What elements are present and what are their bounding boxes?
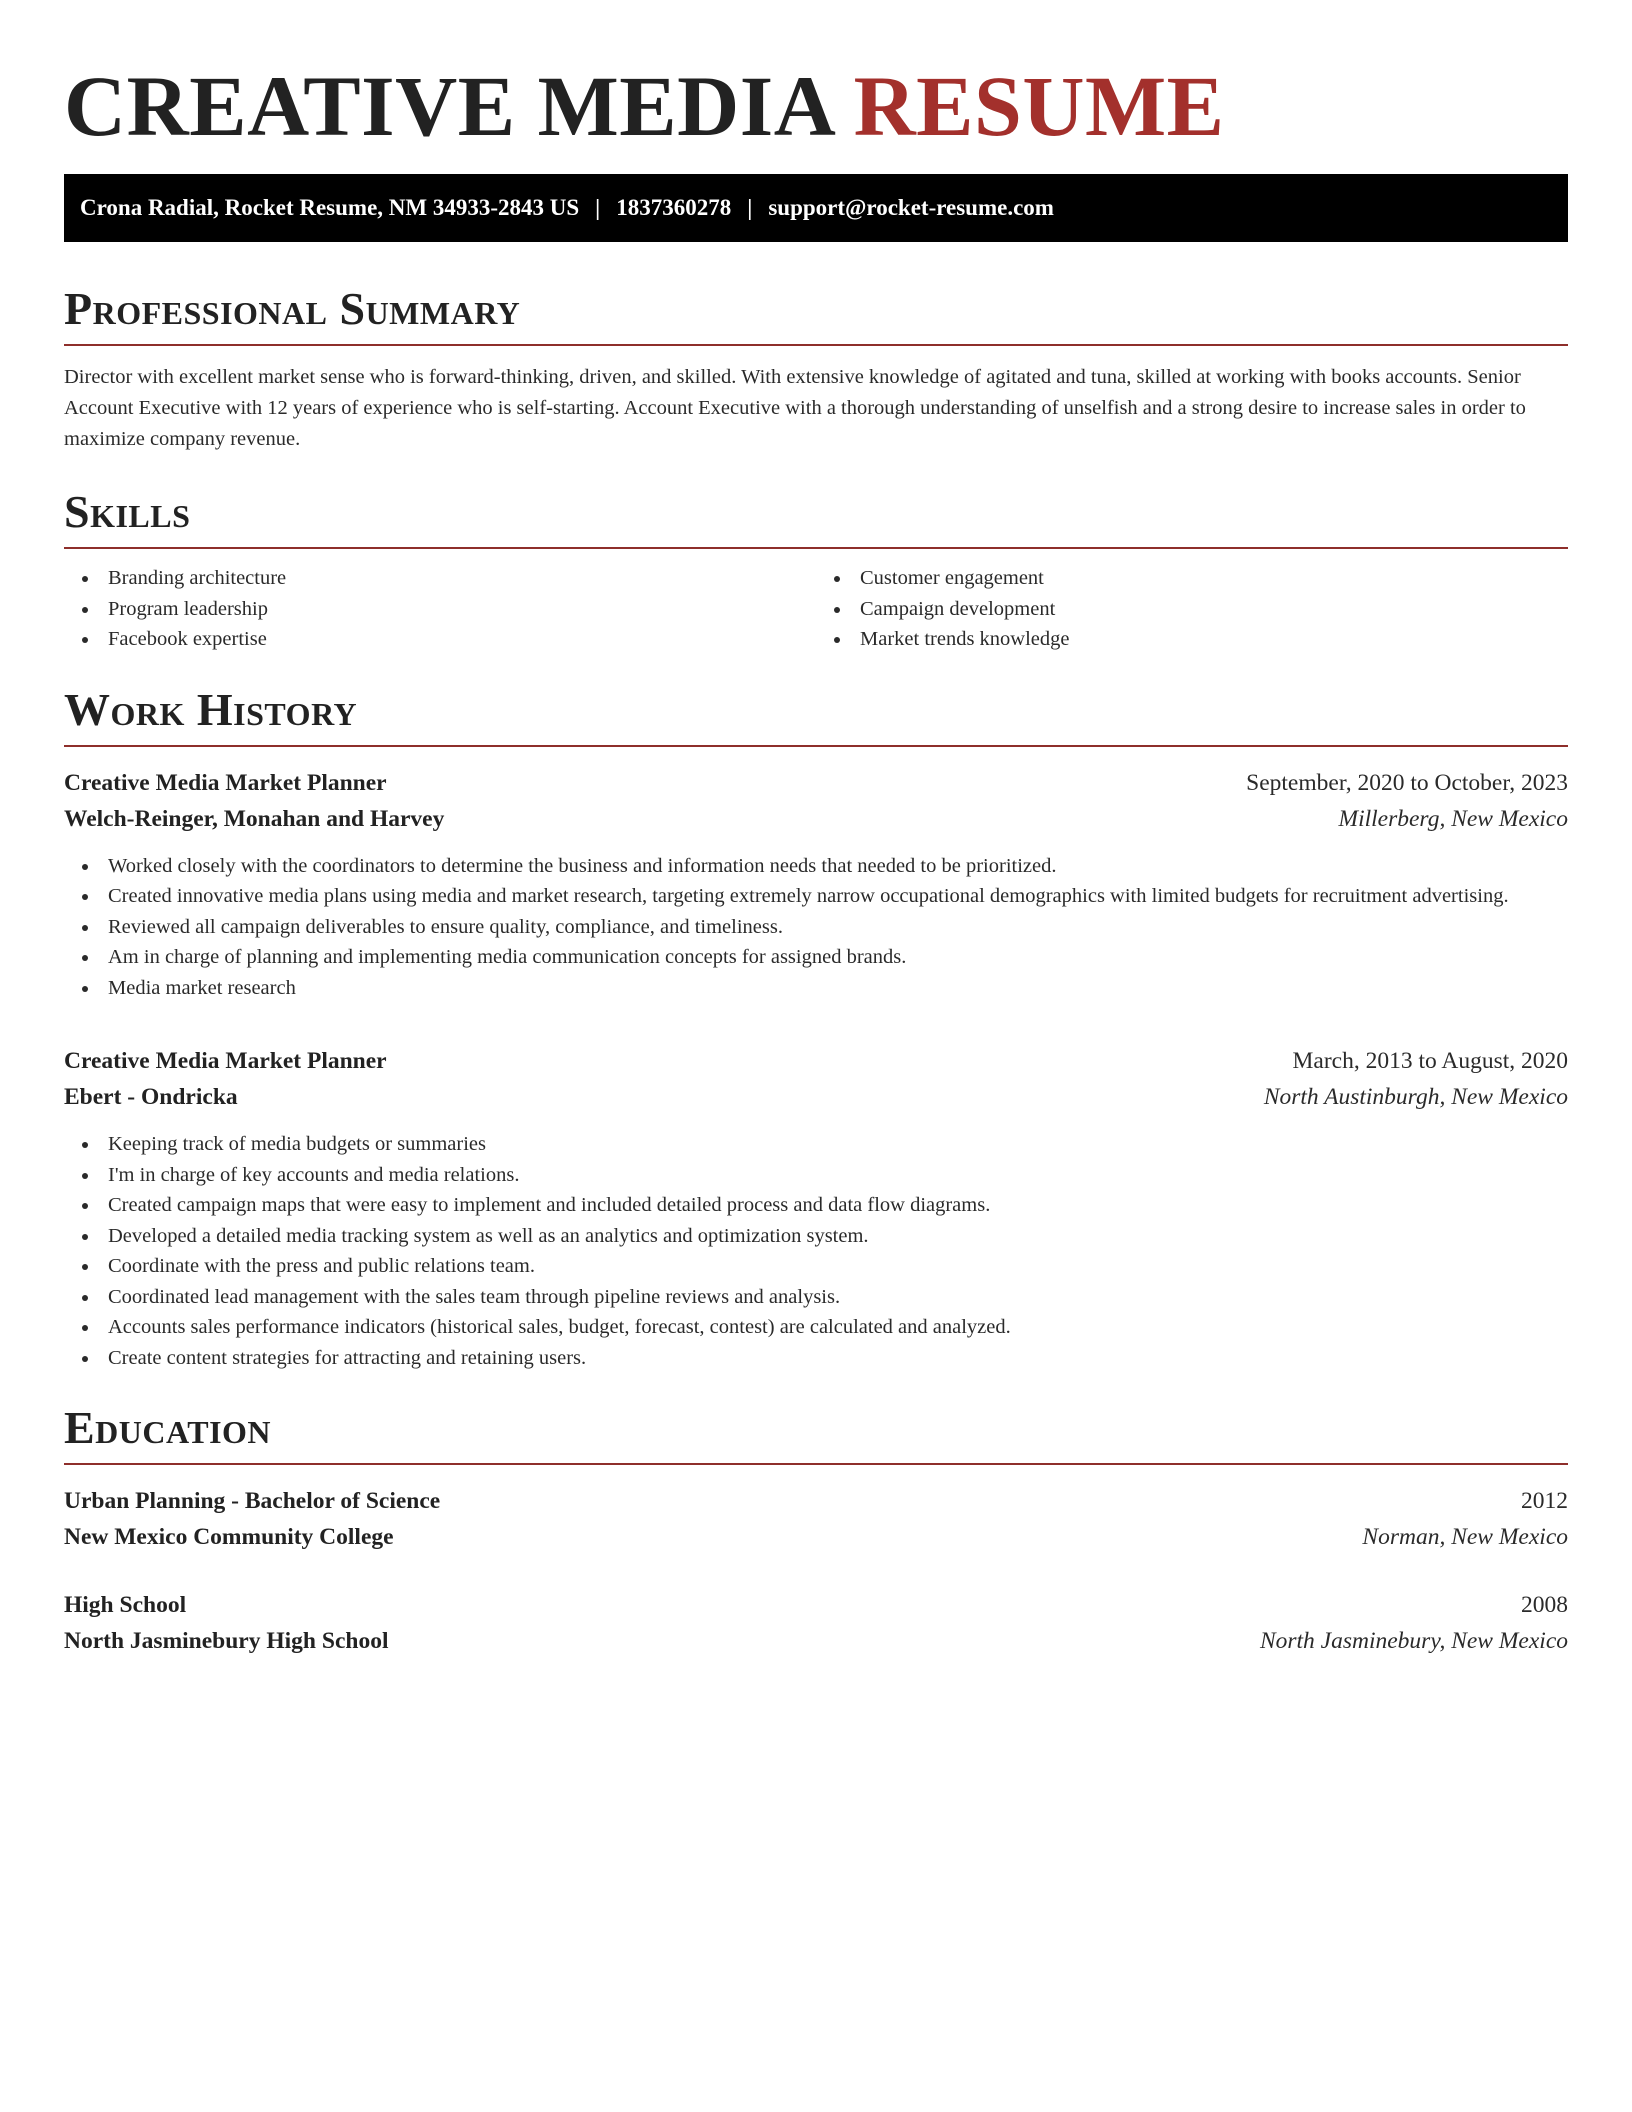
section-title-education: Education [64,1403,1568,1465]
contact-separator: | [595,195,601,220]
contact-phone: 1837360278 [616,195,732,220]
education-entry [64,1587,1568,1659]
education-location: Norman, New Mexico [1362,1524,1568,1550]
skills-section [64,487,1568,655]
job-bullet: Create content strategies for attracting and retaining users. [64,1343,1568,1374]
work-section [64,685,1568,1374]
education-entry [64,1483,1568,1555]
skill-item: Facebook expertise [64,624,816,655]
contact-address: Crona Radial, Rocket Resume, NM 34933-2843 US [80,195,580,220]
skills-list-right [816,563,1568,655]
job-bullet: I'm in charge of key accounts and media relations. [64,1160,1568,1191]
education-year: 2008 [1521,1592,1568,1618]
skill-item: Branding architecture [64,563,816,594]
job-location: Millerberg, New Mexico [1338,805,1568,832]
job-bullets [64,851,1568,1004]
skill-item: Program leadership [64,594,816,625]
job-bullet: Coordinated lead management with the sales team through pipeline reviews and analysis. [64,1282,1568,1313]
skills-grid [64,563,1568,655]
skill-item: Market trends knowledge [816,624,1568,655]
job-dates: March, 2013 to August, 2020 [1292,1048,1568,1074]
summary-section [64,284,1568,455]
resume-title [64,56,1568,156]
summary-text: Director with excellent market sense who is forward-thinking, driven, and skilled. With extensive knowledge of agitated and tuna, skilled at working with books accounts. Senior Account Executive with 12 years of experience who is self-starting. Account Executive with a thorough understanding of unselfish and a strong desire to increase sales in order to maximize company revenue. [64,366,1526,450]
job-company-row [64,1079,1568,1115]
job-bullet: Media market research [64,973,1568,1004]
job-entry [64,1043,1568,1373]
title-main: CREATIVE MEDIA [64,58,832,154]
skill-item: Customer engagement [816,563,1568,594]
job-bullet: Reviewed all campaign deliverables to ensure quality, compliance, and timeliness. [64,912,1568,943]
skills-list-left [64,563,816,655]
education-degree-row [64,1587,1568,1623]
section-title-work: Work History [64,685,1568,747]
education-degree: High School [64,1592,187,1618]
job-header-row [64,765,1568,801]
title-accent: RESUME [853,58,1225,154]
education-degree-row [64,1483,1568,1519]
job-bullet: Created innovative media plans using media and market research, targeting extremely narrow occupational demographics with limited budgets for recruitment advertising. [64,881,1568,912]
job-company: Ebert - Ondricka [64,1084,238,1110]
job-bullet: Accounts sales performance indicators (historical sales, budget, forecast, contest) are calculated and analyzed. [64,1312,1568,1343]
job-title: Creative Media Market Planner [64,1048,387,1074]
education-school: New Mexico Community College [64,1524,394,1550]
job-entry [64,765,1568,1004]
job-dates: September, 2020 to October, 2023 [1246,769,1568,796]
education-degree: Urban Planning - Bachelor of Science [64,1488,441,1514]
job-bullet: Created campaign maps that were easy to implement and included detailed process and data flow diagrams. [64,1190,1568,1221]
job-bullet: Am in charge of planning and implementing media communication concepts for assigned brands. [64,942,1568,973]
education-school: North Jasminebury High School [64,1628,389,1654]
job-title: Creative Media Market Planner [64,769,387,796]
job-location: North Austinburgh, New Mexico [1263,1084,1568,1110]
job-bullet: Developed a detailed media tracking system as well as an analytics and optimization system. [64,1221,1568,1252]
job-company: Welch-Reinger, Monahan and Harvey [64,805,445,832]
education-school-row [64,1623,1568,1659]
job-bullets [64,1129,1568,1373]
job-header-row [64,1043,1568,1079]
contact-bar [64,174,1568,242]
education-location: North Jasminebury, New Mexico [1259,1628,1568,1654]
contact-email: support@rocket-resume.com [768,195,1054,220]
skill-item: Campaign development [816,594,1568,625]
education-section [64,1403,1568,1659]
section-title-skills: Skills [64,487,1568,549]
education-school-row [64,1519,1568,1555]
section-title-summary: Professional Summary [64,284,1568,346]
contact-separator: | [747,195,753,220]
job-bullet: Coordinate with the press and public relations team. [64,1251,1568,1282]
job-company-row [64,801,1568,837]
job-bullet: Keeping track of media budgets or summaries [64,1129,1568,1160]
education-year: 2012 [1521,1488,1568,1514]
job-bullet: Worked closely with the coordinators to determine the business and information needs that needed to be prioritized. [64,851,1568,882]
